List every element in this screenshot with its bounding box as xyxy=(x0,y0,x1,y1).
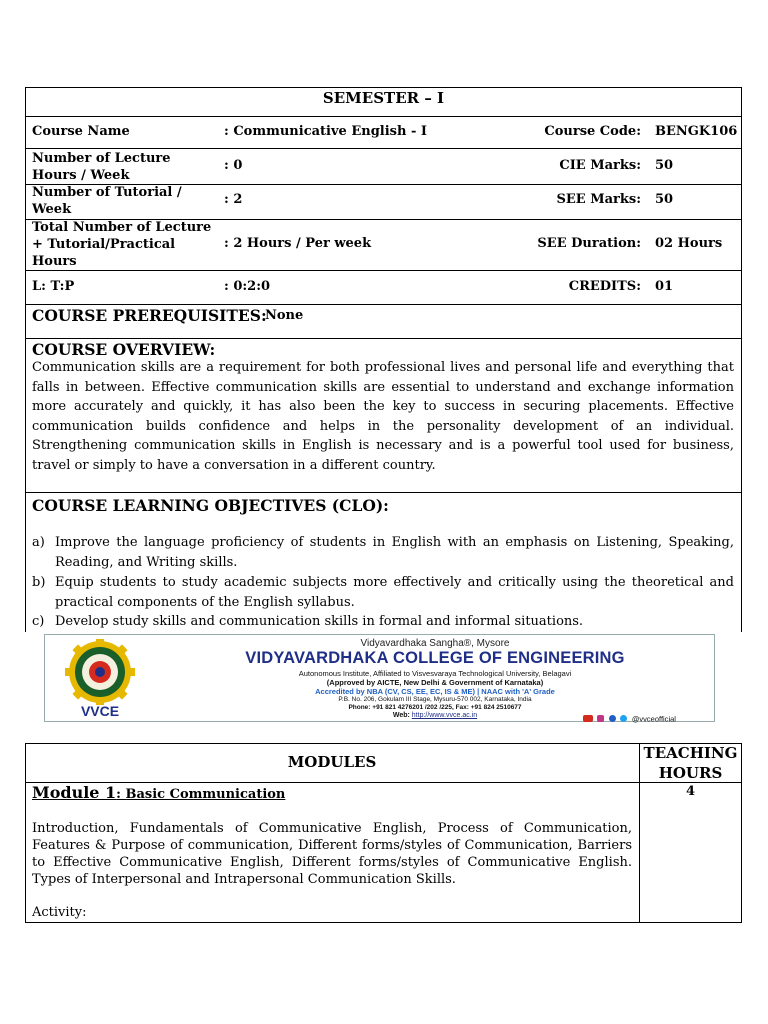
youtube-icon[interactable] xyxy=(583,715,593,722)
credits-value: 01 xyxy=(655,279,674,294)
teaching-hours-header xyxy=(640,743,741,783)
see-duration-value: 02 Hours xyxy=(655,236,723,251)
clo-item-a xyxy=(32,533,734,572)
total-hours-value: : 2 Hours / Per week xyxy=(224,236,372,251)
college-banner xyxy=(44,634,715,722)
see-marks-value: 50 xyxy=(655,192,674,207)
gear-logo-icon xyxy=(59,639,141,705)
clo-text: Equip students to study academic subjects more effectively and critically using the theoretical and practical components of the English syllabus. xyxy=(55,575,734,610)
facebook-icon[interactable] xyxy=(609,715,616,722)
twitter-icon[interactable] xyxy=(620,715,627,722)
social-handle: @vvceofficial xyxy=(631,714,676,724)
prerequisites-value: None xyxy=(265,308,304,323)
tutorial-value: : 2 xyxy=(224,192,243,207)
affiliation-text: Autonomous Institute, Affiliated to Visvesvaraya Technological University, Belagavi xyxy=(298,669,572,678)
clo-text: Develop study skills and communication skills in formal and informal situations. xyxy=(55,614,584,629)
sangha-text: Vidyavardhaka Sangha®, Mysore xyxy=(360,638,510,649)
clo-heading: COURSE LEARNING OBJECTIVES (CLO): xyxy=(32,496,389,515)
cie-marks-value: 50 xyxy=(655,158,674,173)
phone-text: Phone: +91 821 4276201 /202 /225, Fax: +91 824 2510677 xyxy=(348,704,522,711)
teaching-hours-header-line2: HOURS xyxy=(658,764,723,782)
tutorial-label: Number of Tutorial / Week xyxy=(32,185,182,217)
college-name: VIDYAVARDHAKA COLLEGE OF ENGINEERING xyxy=(245,649,625,667)
approval-text: (Approved by AICTE, New Delhi & Government of Karnataka) xyxy=(326,678,544,687)
module1-subtitle: : Basic Communication xyxy=(116,787,286,802)
overview-heading: COURSE OVERVIEW: xyxy=(32,340,216,359)
ltp-value: : 0:2:0 xyxy=(224,279,271,294)
course-name-label: Course Name xyxy=(32,124,130,139)
accreditation-text: Accredited by NBA (CV, CS, EE, EC, IS & ME) | NAAC with 'A' Grade xyxy=(315,687,555,696)
total-hours-label: Total Number of Lecture + Tutorial/Practical Hours xyxy=(32,220,212,269)
see-marks-label: SEE Marks: xyxy=(556,192,641,207)
logo-text: VVCE xyxy=(80,703,120,719)
lecture-hours-value: : 0 xyxy=(224,158,243,173)
ltp-label: L: T:P xyxy=(32,279,75,294)
social-icons xyxy=(583,710,676,728)
credits-label: CREDITS: xyxy=(568,279,641,294)
semester-title: SEMESTER – I xyxy=(322,89,445,107)
clo-letter: a) xyxy=(32,535,45,550)
see-duration-label: SEE Duration: xyxy=(537,236,641,251)
module1-number: Module 1 xyxy=(32,783,117,802)
course-code-value: BENGK106 xyxy=(655,124,738,139)
clo-text: Improve the language proficiency of students in English with an emphasis on Listening, Speaking, Reading, and Writing skills. xyxy=(55,535,734,570)
clo-item-c xyxy=(32,612,734,632)
module1-text: Introduction, Fundamentals of Communicative English, Process of Communication, Features & Purpose of communication, Different forms/styles of Communication, Barriers to Effective Communicative English, Different forms/styles of Communicative English. Types of Interpersonal and Intrapersonal Communication Skills. xyxy=(32,821,632,887)
instagram-icon[interactable] xyxy=(597,715,604,722)
course-name-value: : Communicative English - I xyxy=(224,124,427,139)
overview-text: Communication skills are a requirement for both professional lives and personal life and everything that falls in between. Effective communication skills are essential to understand and exchange information more accurately and quickly, it has also been the key to success in securing placements. Effective communication builds confidence and helps in the personality development of an individual. Strengthening communication skills in English is necessary and is a powerful tool used for business, travel or simply to have a conversation in a different country. xyxy=(32,360,734,473)
module1-hours: 4 xyxy=(685,784,696,799)
lecture-hours-label: Number of Lecture Hours / Week xyxy=(32,151,171,183)
college-logo xyxy=(59,639,141,719)
clo-item-b xyxy=(32,573,734,612)
web-label: Web: xyxy=(392,712,410,719)
module1-title xyxy=(32,783,285,802)
web-link[interactable]: http://www.vvce.ac.in xyxy=(411,712,478,719)
clo-letter: b) xyxy=(32,575,46,590)
module1-activity: Activity: xyxy=(32,905,87,920)
modules-header: MODULES xyxy=(287,753,377,771)
address-text: P.B. No. 206, Gokulam III Stage, Mysuru-570 002, Karnataka, India xyxy=(338,696,532,703)
clo-letter: c) xyxy=(32,614,45,629)
course-code-label: Course Code: xyxy=(544,124,641,139)
cie-marks-label: CIE Marks: xyxy=(559,158,641,173)
teaching-hours-header-line1: TEACHING xyxy=(643,744,738,762)
prerequisites-heading: COURSE PREREQUISITES: xyxy=(32,306,267,325)
